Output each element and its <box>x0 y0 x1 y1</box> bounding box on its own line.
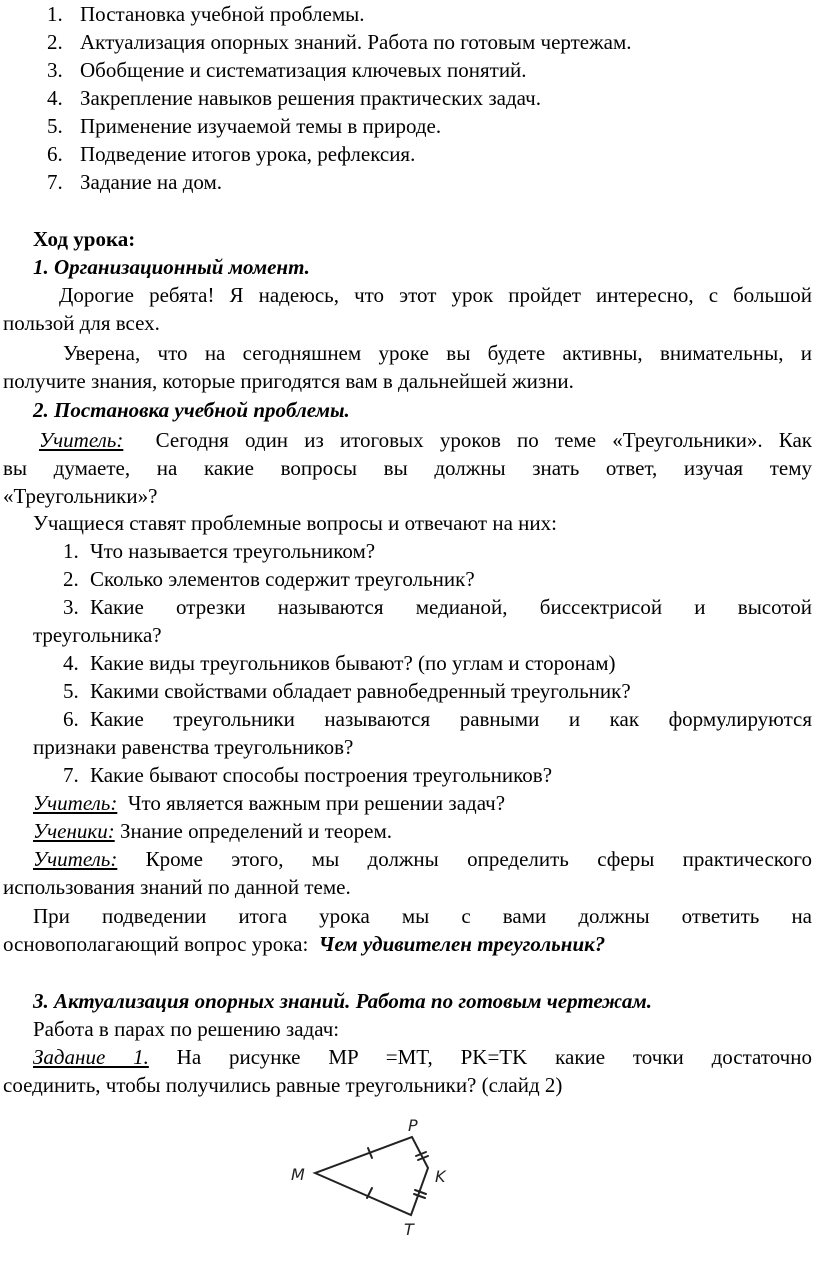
plan-item: 6. Подведение итогов урока, рефлексия. <box>47 142 416 166</box>
section1-title: 1. Организационный момент. <box>33 255 310 279</box>
question-item: 7. Какие бывают способы построения треугольников? <box>63 763 553 787</box>
key-question: Чем удивителен треугольник? <box>318 932 606 956</box>
plan-item: 5. Применение изучаемой темы в природе. <box>47 114 442 138</box>
question-item: 6. Какие треугольники называются равными и как формулируются <box>63 707 812 731</box>
question-item: признаки равенства треугольников? <box>33 735 354 759</box>
figure-outline <box>315 1137 428 1215</box>
dialog-line: Ученики: Знание определений и теорем. <box>33 819 392 843</box>
dialog-line: использования знаний по данной теме. <box>3 875 351 899</box>
tick-mark <box>414 1194 425 1198</box>
question-item: 5. Какими свойствами обладает равнобедренный треугольник? <box>63 679 631 703</box>
teacher-line: Учитель: Сегодня один из итоговых уроков по теме «Треугольники». Как <box>39 428 813 452</box>
plan-item: 3. Обобщение и систематизация ключевых понятий. <box>47 58 527 82</box>
question-item: 3. Какие отрезки называются медианой, биссектрисой и высотой <box>63 595 812 619</box>
question-item: треугольника? <box>33 623 162 647</box>
section1-paragraph2: Уверена, что на сегодняшнем уроке вы будете активны, внимательны, и <box>63 341 812 365</box>
section3-intro: Работа в парах по решению задач: <box>33 1017 340 1041</box>
plan-item: 2. Актуализация опорных знаний. Работа по готовым чертежам. <box>47 30 632 54</box>
plan-item: 4. Закрепление навыков решения практических задач. <box>47 86 541 110</box>
section1-paragraph2: получите знания, которые пригодятся вам в дальнейшей жизни. <box>3 369 574 393</box>
section1-paragraph1: Дорогие ребята! Я надеюсь, что этот урок пройдет интересно, с большой <box>59 283 812 307</box>
point-label-k: K <box>435 1167 446 1186</box>
task-line: соединить, чтобы получились равные треугольники? (слайд 2) <box>3 1073 563 1097</box>
students-intro: Учащиеся ставят проблемные вопросы и отвечают на них: <box>33 511 557 535</box>
teacher-line: «Треугольники»? <box>3 484 158 508</box>
teacher-line: вы думаете, на какие вопросы вы должны знать ответ, изучая тему <box>3 456 812 480</box>
question-item: 4. Какие виды треугольников бывают? (по углам и сторонам) <box>63 651 616 675</box>
point-label-t: T <box>404 1220 414 1239</box>
plan-item: 1. Постановка учебной проблемы. <box>47 2 365 26</box>
dialog-line: Учитель: Кроме этого, мы должны определить сферы практического <box>33 847 813 871</box>
task-line: Задание 1. На рисунке MP =MT, PK=TK какие точки достаточно <box>33 1045 812 1069</box>
task-label: Задание 1. <box>33 1045 149 1069</box>
point-label-p: P <box>408 1116 418 1135</box>
point-label-m: M <box>291 1165 305 1184</box>
lesson-heading: Ход урока: <box>33 227 136 251</box>
dialog-line: Учитель: Что является важным при решении задач? <box>33 791 506 815</box>
section1-paragraph1: пользой для всех. <box>3 311 160 335</box>
section3-title: 3. Актуализация опорных знаний. Работа по готовым чертежам. <box>33 989 653 1013</box>
plan-item: 7. Задание на дом. <box>47 170 223 194</box>
summary-line: При подведении итога урока мы с вами должны ответить на <box>33 904 812 928</box>
teacher-label: Учитель: <box>39 428 124 452</box>
section2-title: 2. Постановка учебной проблемы. <box>33 398 350 422</box>
summary-line: основополагающий вопрос урока: Чем удивителен треугольник? <box>3 932 606 956</box>
question-item: 2. Сколько элементов содержит треугольник? <box>63 567 475 591</box>
question-item: 1. Что называется треугольником? <box>63 539 376 563</box>
